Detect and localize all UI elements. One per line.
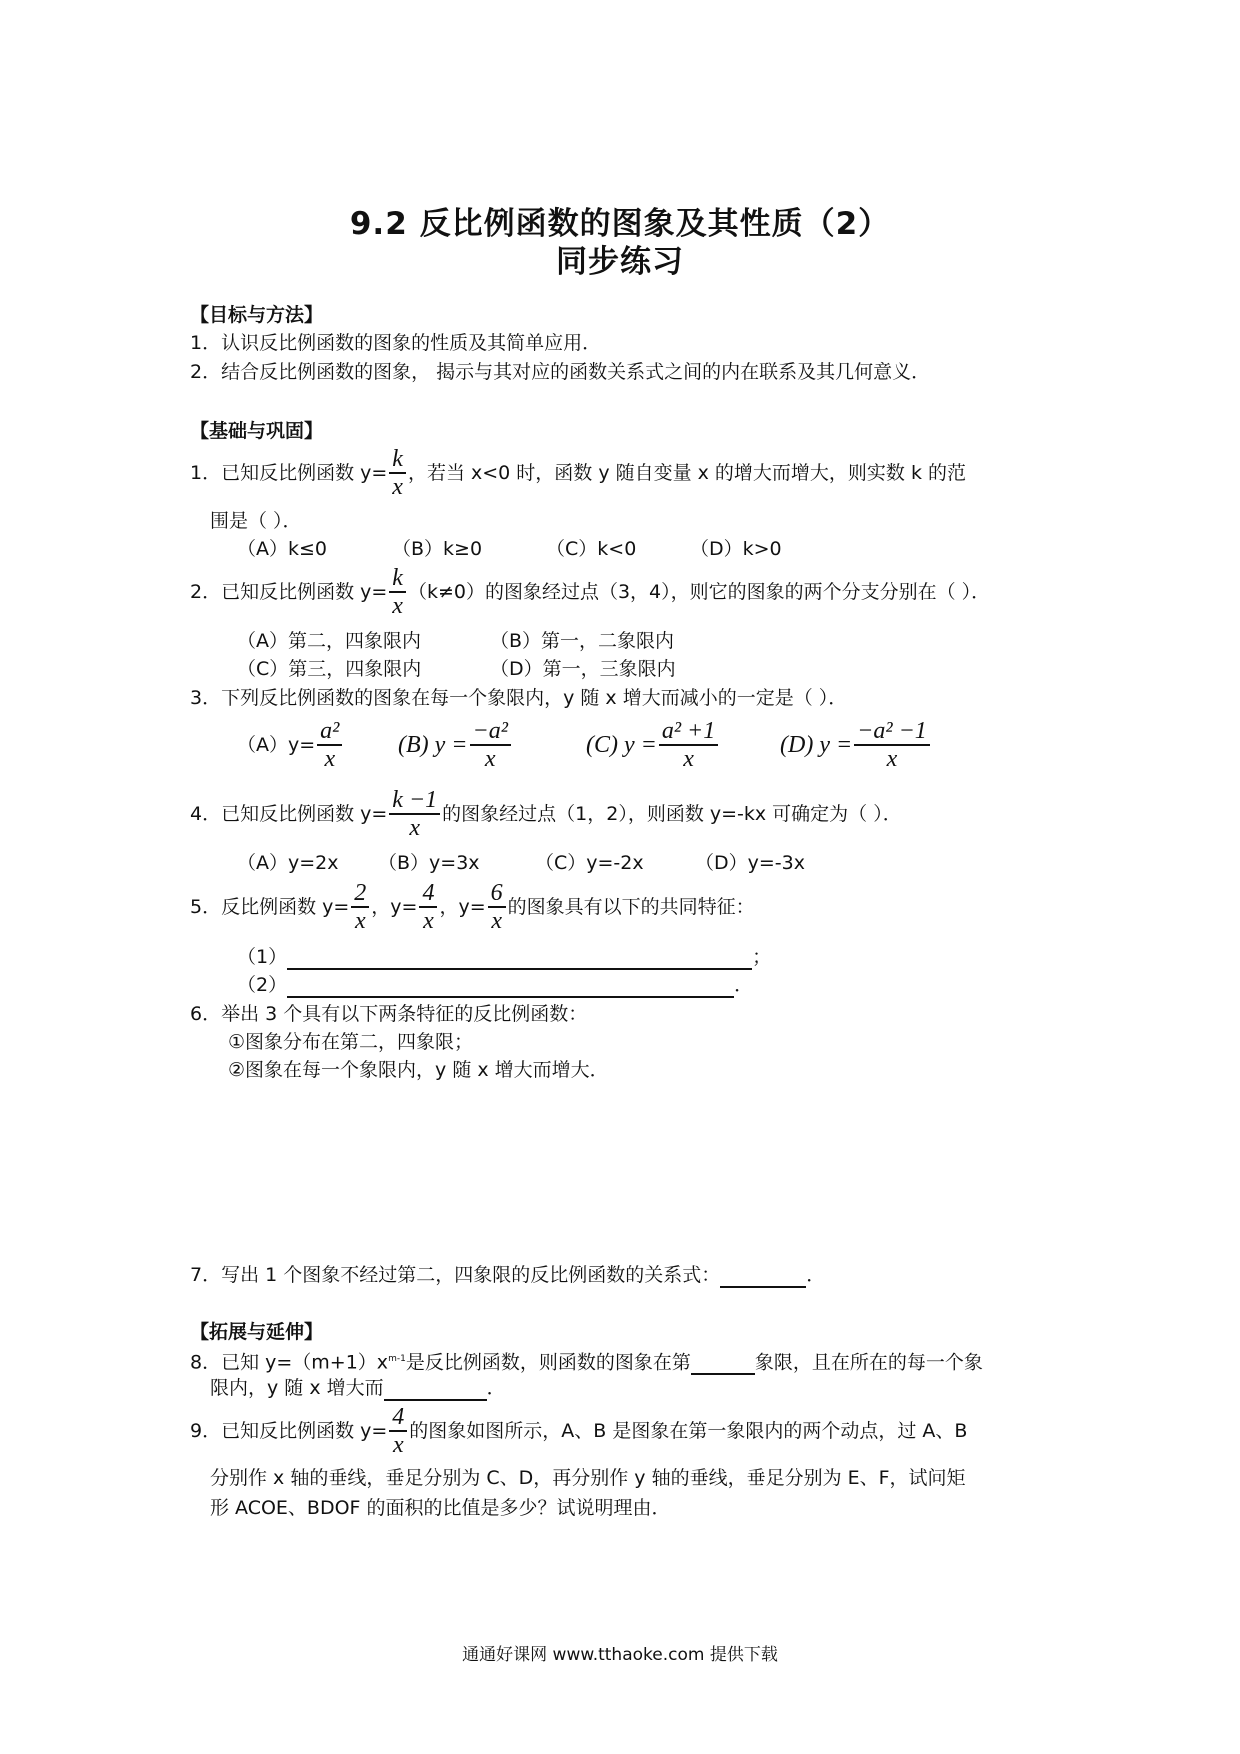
- q7-text: 7．写出 1 个图象不经过第二，四象限的反比例函数的关系式：: [190, 1264, 721, 1286]
- q5-separator-2: ，y=: [439, 896, 486, 918]
- question-2: [190, 565, 990, 619]
- q4-option-b: （B）y=3x: [378, 852, 480, 874]
- q3-c-denominator: x: [683, 746, 694, 772]
- q6-condition-1: ①图象分布在第二，四象限；: [228, 1031, 474, 1053]
- q9-fraction: [389, 1404, 407, 1458]
- q4-denominator: x: [409, 815, 421, 841]
- q5-text: 的图象具有以下的共同特征：: [507, 896, 755, 918]
- q1-option-a: （A）k≤0: [237, 538, 328, 560]
- q2-option-d: （D）第一，三象限内: [490, 658, 676, 680]
- page-footer: 通通好课网 www.tthaoke.com 提供下载: [462, 1645, 778, 1665]
- q5-denominator-1: x: [354, 908, 366, 934]
- q1-text: ，若当 x<0 时，函数 y 随自变量 x 的增大而增大，则实数 k 的范: [407, 462, 967, 484]
- section-heading-extension: 【拓展与延伸】: [190, 1321, 324, 1343]
- q3-option-c: [586, 718, 720, 772]
- q5-label-1: （1）: [237, 946, 288, 968]
- question-7: [190, 1262, 825, 1288]
- page-title: 9.2 反比例函数的图象及其性质（2）: [349, 206, 891, 242]
- q3-option-a: [237, 718, 344, 772]
- q4-fraction: [389, 787, 440, 841]
- section-heading-basics: 【基础与巩固】: [190, 420, 324, 442]
- q2-text: （k≠0）的图象经过点（3，4），则它的图象的两个分支分别在（ ）．: [407, 581, 991, 603]
- question-4: [190, 787, 902, 841]
- q3-a-numerator: a²: [317, 718, 342, 746]
- q5-numerator-3: 6: [488, 880, 506, 908]
- q6-condition-2: ②图象在每一个象限内，y 随 x 增大而增大．: [228, 1059, 609, 1081]
- q8-middle: 象限，且在所在的每一个象: [754, 1351, 983, 1374]
- page-subtitle: 同步练习: [556, 244, 684, 280]
- q3-a-label: （A）y=: [237, 734, 316, 756]
- q3-c-numerator: a² +1: [659, 718, 718, 746]
- q9-numerator: 4: [389, 1404, 407, 1432]
- q3-option-b: [398, 718, 513, 772]
- q3-b-denominator: x: [484, 746, 496, 772]
- q2-fraction: [389, 565, 406, 619]
- q5-answer-line-2: [237, 972, 753, 998]
- q3-d-label: (D) y =: [780, 731, 853, 758]
- q4-option-a: （A）y=2x: [237, 852, 339, 874]
- question-9: [190, 1404, 967, 1458]
- q3-d-numerator: −a² −1: [854, 718, 930, 746]
- q9-prefix: 9．已知反比例函数 y=: [190, 1420, 388, 1442]
- q5-denominator-2: x: [423, 908, 434, 934]
- q5-denominator-3: x: [491, 908, 502, 934]
- q1-prefix: 1．已知反比例函数 y=: [190, 462, 388, 484]
- q2-option-c: （C）第三，四象限内: [237, 658, 422, 680]
- q4-option-d: （D）y=-3x: [695, 852, 805, 874]
- q5-fraction-2: [419, 880, 437, 934]
- question-1: [190, 446, 966, 500]
- q1-option-c: （C）k<0: [546, 538, 637, 560]
- q8-exponent: m-1: [388, 1354, 406, 1364]
- q3-b-fraction: [470, 718, 511, 772]
- q5-end-1: ；: [752, 946, 772, 968]
- q8-continuation: [210, 1375, 506, 1401]
- q3-a-denominator: x: [324, 746, 336, 772]
- q8-blank-1[interactable]: [691, 1351, 755, 1375]
- q5-numerator-2: 4: [419, 880, 437, 908]
- q3-d-fraction: [854, 718, 930, 772]
- q4-text: 的图象经过点（1，2），则函数 y=-kx 可确定为（ ）．: [442, 803, 902, 825]
- q9-text: 的图象如图所示，A、B 是图象在第一象限内的两个动点，过 A、B: [409, 1420, 968, 1442]
- question-3: 3．下列反比例函数的图象在每一个象限内，y 随 x 增大而减小的一定是（ ）．: [190, 687, 848, 709]
- q5-label-2: （2）: [237, 974, 288, 996]
- q8-blank-2[interactable]: [384, 1377, 487, 1401]
- q5-separator-1: ，y=: [371, 896, 418, 918]
- q3-c-fraction: [659, 718, 718, 772]
- q2-numerator: k: [389, 565, 406, 593]
- q2-option-a: （A）第二，四象限内: [237, 630, 421, 652]
- q5-blank-1[interactable]: [287, 946, 752, 970]
- goal-item-1: 1．认识反比例函数的图象的性质及其简单应用．: [190, 332, 602, 354]
- q2-denominator: x: [392, 593, 403, 619]
- q3-d-denominator: x: [886, 746, 898, 772]
- question-5: [190, 880, 755, 934]
- q1-denominator: x: [392, 474, 403, 500]
- q3-a-fraction: [317, 718, 342, 772]
- q3-option-d: [780, 718, 932, 772]
- q9-denominator: x: [392, 1432, 404, 1458]
- q4-numerator: k −1: [389, 787, 440, 815]
- q5-answer-line-1: [237, 944, 771, 970]
- q5-numerator-1: 2: [351, 880, 369, 908]
- q7-blank[interactable]: [720, 1264, 806, 1288]
- goal-item-2: 2．结合反比例函数的图象， 揭示与其对应的函数关系式之间的内在联系及其几何意义．: [190, 361, 931, 383]
- q8-prefix: 8．已知 y=（m+1）x: [190, 1351, 389, 1374]
- q8-end: ．: [486, 1377, 506, 1399]
- q2-option-b: （B）第一，二象限内: [490, 630, 675, 652]
- q4-prefix: 4．已知反比例函数 y=: [190, 803, 388, 825]
- q8-text: 是反比例函数，则函数的图象在第: [405, 1351, 691, 1374]
- q9-line-3: 形 ACOE、BDOF 的面积的比值是多少？试说明理由．: [210, 1497, 671, 1519]
- q1-option-d: （D）k>0: [690, 538, 782, 560]
- q5-end-2: ．: [734, 974, 754, 996]
- q3-b-label: (B) y =: [398, 731, 468, 758]
- q5-fraction-1: [351, 880, 369, 934]
- q2-prefix: 2．已知反比例函数 y=: [190, 581, 388, 603]
- q5-prefix: 5．反比例函数 y=: [190, 896, 350, 918]
- q1-continuation: 围是（ ）．: [210, 510, 302, 532]
- q8-cont-text: 限内，y 随 x 增大而: [210, 1377, 384, 1399]
- q9-line-2: 分别作 x 轴的垂线，垂足分别为 C、D，再分别作 y 轴的垂线，垂足分别为 E、F，试问矩: [210, 1467, 966, 1489]
- q3-c-label: (C) y =: [586, 731, 657, 758]
- question-6: 6．举出 3 个具有以下两条特征的反比例函数：: [190, 1003, 588, 1025]
- q1-fraction: [389, 446, 406, 500]
- question-8: [190, 1346, 983, 1375]
- section-heading-goals: 【目标与方法】: [190, 304, 324, 326]
- q4-option-c: （C）y=-2x: [535, 852, 644, 874]
- q3-b-numerator: −a²: [470, 718, 511, 746]
- q1-numerator: k: [389, 446, 406, 474]
- q1-option-b: （B）k≥0: [392, 538, 483, 560]
- q7-end: ．: [806, 1264, 826, 1286]
- q5-blank-2[interactable]: [287, 974, 734, 998]
- q5-fraction-3: [488, 880, 506, 934]
